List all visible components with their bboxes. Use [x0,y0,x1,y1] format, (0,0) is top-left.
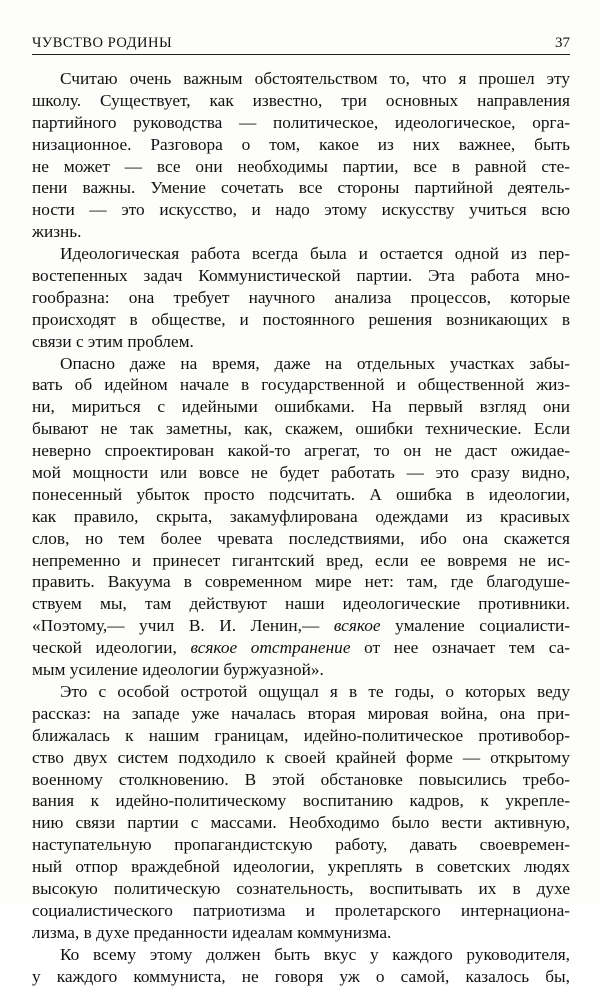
running-title: ЧУВСТВО РОДИНЫ [32,35,173,51]
emphasis-text: всякое [333,616,381,636]
text-line: жизнь. [32,222,82,242]
text-line: Ко всему этому должен быть вкус у каждого руководителя, [60,944,570,964]
text-line: востепенных задач Коммунистической партии. Эта работа мно- [32,266,570,286]
text-line: вать об идейном начале в государственной и общественной жиз- [32,375,570,395]
text-line: ный отпор враждебной идеологии, укреплять в советских людях [32,857,570,877]
text-line: лизма, в духе преданности идеалам коммунизма. [32,922,392,942]
page-header [32,33,570,57]
quote-line [32,637,570,659]
text-line: Это с особой остротой ощущал я в те годы, о которых веду [60,681,570,701]
text-line: неверно спроектирован какой-то агрегат, то он не даст ожидае- [32,441,570,461]
emphasis-text: всякое отстранение [190,638,351,658]
paragraph-5 [32,944,570,987]
text-line: вания к идейно-политическому воспитанию кадров, к укрепле- [32,791,570,811]
paragraph-3 [32,353,570,681]
text-line: ни, мириться с идейными ошибками. На первый взгляд они [32,397,570,417]
text-line: происходят в обществе, и постоянного решения возникающих в [32,309,570,329]
text-line: партийного руководства — политическое, идеологическое, орга- [32,112,570,132]
text-line: Считаю очень важным обстоятельством то, что я прошел эту [60,69,570,88]
text-line: править. Вакуума в современном мире нет: там, где благодуше- [32,572,570,592]
text-line: бывают не так заметны, как, скажем, ошибки технические. Если [32,419,570,439]
text-line: низационное. Разговора о том, какое из них важнее, быть [32,134,570,154]
text-line: нию связи партии с массами. Необходимо было вести активную, [32,813,570,833]
paragraph-4 [32,681,570,944]
paragraph-1 [32,68,570,243]
text-line: как правило, скрыта, закамуфлирована одеждами из красивых [32,506,570,526]
quote-text: от нее означает тем са- [350,638,570,658]
quote-text: «Поэтому,— учил В. И. Ленин,— [32,616,334,636]
header-rule [32,54,570,55]
text-line: социалистического патриотизма и пролетарского интернациона- [32,900,570,920]
text-line: мой мощности или вовсе не будет работать — это сразу видно, [32,463,570,483]
quote-text: умаление социалисти- [380,616,570,636]
text-line: понесенный убыток просто подсчитать. А ошибка в идеологии, [32,484,570,504]
text-line: у каждого коммуниста, не говоря уж о самой, казалось бы, [32,966,570,986]
quote-text: ческой идеологии, [32,638,191,658]
quote-line: мым усиление идеологии буржуазной». [32,660,324,680]
text-line: высокую политическую сознательность, воспитывать их в духе [32,878,570,898]
page-number: 37 [555,35,570,51]
text-line: Опасно даже на время, даже на отдельных участках забы- [60,353,570,373]
text-line: военному столкновению. В этой обстановке повысились требо- [32,769,570,789]
paragraph-2 [32,243,570,352]
text-line: пени важны. Умение сочетать все стороны партийной деятель- [32,178,570,198]
text-line: наступательную пропагандистскую работу, давать своевремен- [32,835,570,855]
text-line: непременно и принесет гигантский вред, если ее вовремя не ис- [32,550,570,570]
body-text [32,68,570,987]
text-line: связи с этим проблем. [32,331,194,351]
text-line: ближалась к нашим границам, идейно-политическое противобор- [32,725,570,745]
quote-line [32,615,570,637]
text-line: ство двух систем подходило к своей крайней форме — открытому [32,747,570,767]
text-line: рассказ: на западе уже началась вторая мировая война, она при- [32,703,570,723]
text-line: ствуем мы, там действуют наши идеологические противники. [32,594,570,614]
text-line: гообразна: она требует научного анализа процессов, которые [32,287,570,307]
text-line: школу. Существует, как известно, три основных направления [32,90,570,110]
text-line: не может — все они необходимы партии, все в равной сте- [32,156,570,176]
text-line: ности — это искусство, и надо этому искусству учиться всю [32,200,570,220]
text-line: Идеологическая работа всегда была и остается одной из пер- [60,244,570,264]
text-line: слов, но тем более чревата последствиями, ибо она скажется [32,528,570,548]
